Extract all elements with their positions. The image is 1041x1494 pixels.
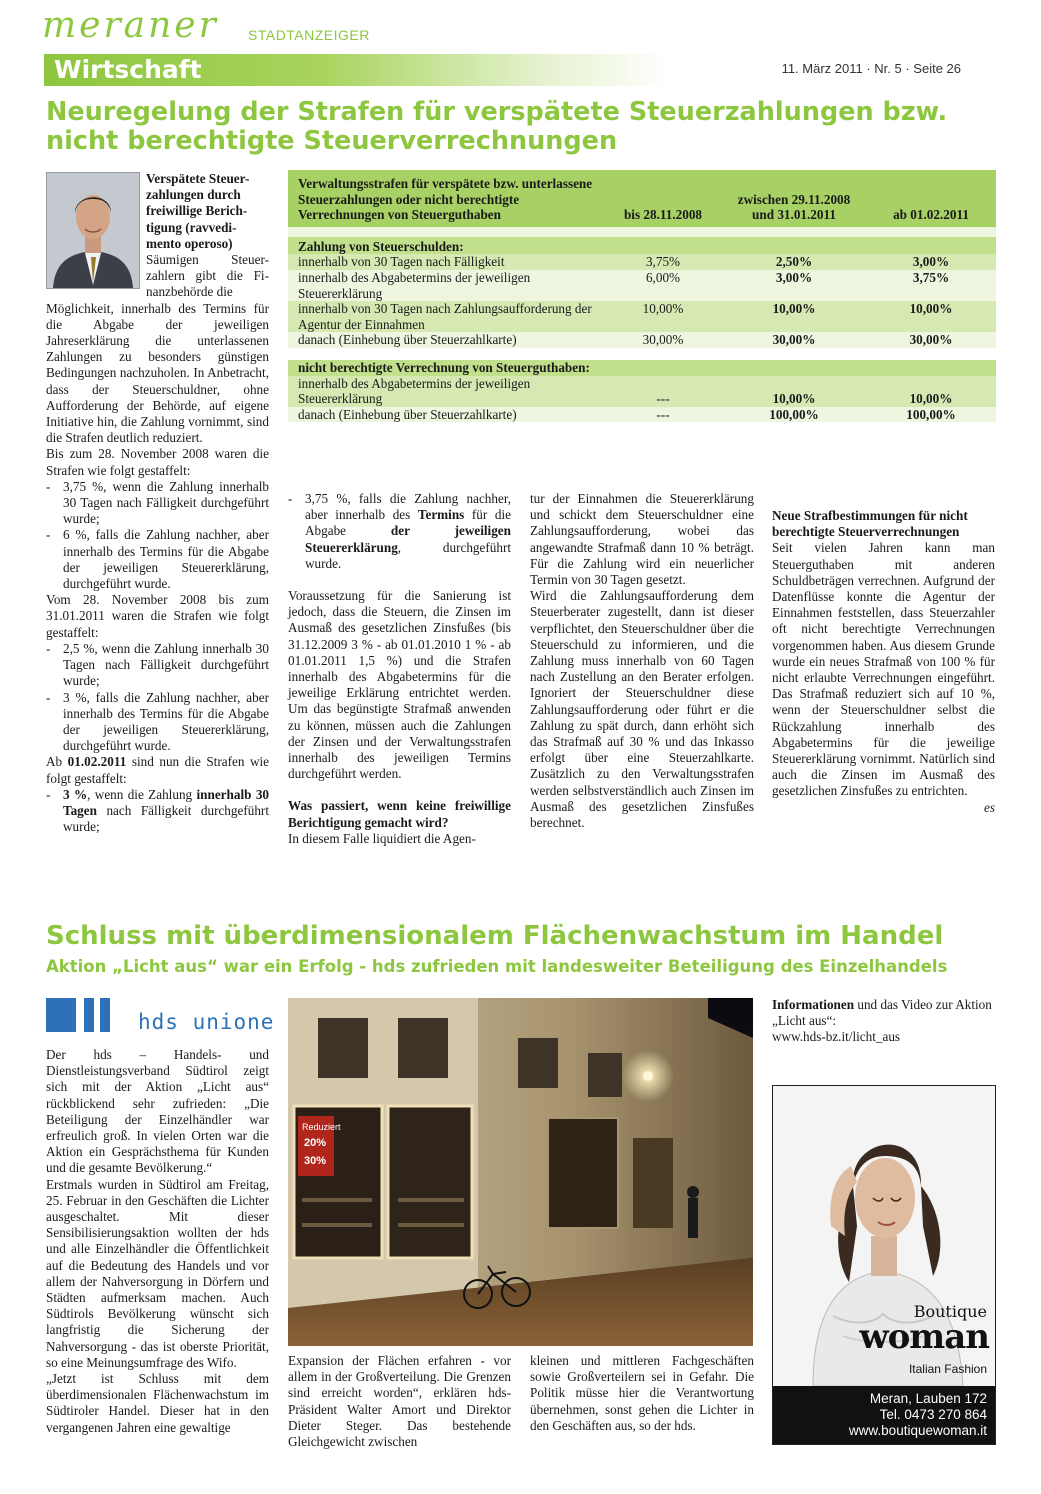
text-run: innerhalb 30 Tagen — [63, 786, 270, 818]
paragraph: tur der Einnahmen die Steuererklärung und schickt dem Steuerschuldner eine Zahlungsaufforderung, wobei das angewandte Strafmaß dann 10 % beträgt. Für die Zahlung wird ein neuerlicher Termin von 30 Tagen gesetzt. — [530, 491, 754, 588]
text-run: nach Fälligkeit durchgeführt wurde; — [63, 802, 269, 835]
paragraph: Wird die Zahlungsaufforderung dem Steuerberater zugestellt, dann ist dieser verpflichtet, den Steuerschuldner über die Steuerschuld zu informieren, und die Zahlung muss innerhalb von 60 Tagen nach Zustellung an den Berater erfolgen. Ignoriert der Steuerschuldner diese Zahlungsaufforderung oder führt er die Zahlung zu spät durch, dann erhöht sich das Strafmaß auf 30 % und das Inkasso erfolgt über eine Steuerzahlkarte. Zusätzlich zu den Verwaltungsstrafen werden selbstverständlich auch Zinsen im Ausmaß des gesetzlichen Zinsfußes berechnet. — [530, 588, 754, 831]
table-header-row — [288, 170, 996, 227]
ad-contact-box — [773, 1386, 995, 1444]
author-initials: es — [984, 799, 995, 815]
table-row — [288, 407, 996, 423]
info-link[interactable]: www.hds-bz.it/licht_aus — [772, 1029, 901, 1045]
photo-sign-text: 30% — [304, 1155, 327, 1167]
table-section-label: nicht berechtigte Verrechnung von Steuerguthaben: — [288, 360, 996, 376]
article-1-column-1 — [46, 171, 269, 835]
section-bar — [44, 54, 670, 86]
hds-logo-mark — [84, 998, 94, 1032]
text-run: 3 % — [63, 786, 88, 802]
boutique-advertisement[interactable] — [772, 1085, 996, 1445]
table-cell: 10,00% — [722, 376, 866, 407]
article-2-column-4 — [772, 997, 995, 1046]
table-cell: 6,00% — [604, 270, 722, 301]
article-1-headline: Neuregelung der Strafen für verspätete Steuerzahlungen bzw. nicht berechtigte Steuerverrechnungen — [46, 97, 948, 156]
text-run: 3,75 %, falls die Zahlung nachher, aber innerhalb des — [305, 491, 511, 523]
table-cell: 2,50% — [722, 254, 866, 270]
list-item — [288, 491, 511, 572]
article-2-headline: Schluss mit überdimensionalem Flächenwachstum im Handel — [46, 921, 944, 951]
text-run: , wenn die Zahlung — [87, 786, 197, 802]
penalty-list-3 — [46, 787, 269, 836]
ad-phone: Tel. 0473 270 864 — [879, 1407, 987, 1422]
paragraph: Erstmals wurden in Südtirol am Freitag, 25. Februar in den Geschäften die Lichter ausgeschaltet. Mit dieser Sensibilisierungsaktion wollten der hds und alle Einzelhändler die Öffentlichkeit auf die Bedeutung des Handels und vor allem der Nahversorgung in Dörfern und Städten aufmerksam machen. Auch Südtirols Bevölkerung wünscht sich langfristig die Sicherung der Nahversorgung - das ist oberste Priorität, so eine Meinungsumfrage des Wifo. — [46, 1176, 269, 1370]
table-row — [288, 270, 996, 301]
table-cell: 10,00% — [866, 301, 996, 332]
table-header-cell: zwischen 29.11.2008 und 31.01.2011 — [722, 170, 866, 227]
article-2-column-3: kleinen und mittleren Fachgeschäften sowie Großverteilern sei in Gefahr. Die Politik müsse hier die Verantwortung übernehmen, sonst gehen die Lichter in den Geschäften aus, so der hds. — [530, 1353, 754, 1433]
table-cell: 30,00% — [604, 332, 722, 348]
paragraph: Vom 28. November 2008 bis zum 31.01.2011 waren die Strafen wie folgt gestaffelt: — [46, 592, 269, 640]
street-night-photo — [288, 998, 753, 1346]
table-section-label: Zahlung von Steuerschulden: — [288, 237, 996, 255]
table-cell: 100,00% — [866, 407, 996, 423]
table-cell: 3,00% — [722, 270, 866, 301]
article-1-column-4 — [772, 508, 995, 816]
table-cell: innerhalb des Abgabetermins der jeweiligen Steuererklärung — [288, 376, 604, 407]
text-run: sind nun die Strafen wie folgt gestaffelt: — [46, 754, 270, 786]
dateline: 11. März 2011 · Nr. 5 · Seite 26 — [781, 61, 961, 76]
table-cell: 30,00% — [722, 332, 866, 348]
table-cell: danach (Einhebung über Steuerzahlkarte) — [288, 407, 604, 423]
photo-sign-text: Reduziert — [302, 1122, 341, 1132]
table-cell: 10,00% — [866, 376, 996, 407]
table-cell: --- — [604, 376, 722, 407]
table-cell: 100,00% — [722, 407, 866, 423]
brand-subtitle: STADTANZEIGER — [248, 27, 370, 43]
table-section-row — [288, 360, 996, 376]
ad-brand-line2: woman — [859, 1317, 989, 1357]
table-row — [288, 376, 996, 407]
table-row — [288, 301, 996, 332]
ad-website[interactable]: www.boutiquewoman.it — [848, 1423, 987, 1438]
subheading: Was passiert, wenn keine freiwillige Berichtigung gemacht wird? — [288, 798, 511, 830]
paragraph: Möglichkeit, innerhalb des Termins für die Abgabe der jeweiligen Jahreserklärung die unterlassenen Zahlungen zu besonders günstigen Bedingungen nachzuholen. In Anbetracht, dass der Steuerschuldner, ohne Aufforderung der Behörde, auf eigene Initiative hin, die Zahlung vornimmt, sind die Strafen deutlich reduziert. — [46, 300, 269, 446]
paragraph — [46, 754, 269, 786]
table-cell: innerhalb von 30 Tagen nach Zahlungsaufforderung der Agentur der Einnahmen — [288, 301, 604, 332]
penalty-list-3-cont — [288, 491, 511, 572]
penalty-list-1 — [46, 479, 269, 592]
text-run: der jeweiligen Steuererklärung — [305, 523, 511, 555]
hds-logo-mark — [100, 998, 110, 1032]
table-header-cell: ab 01.02.2011 — [866, 170, 996, 227]
table-row — [288, 254, 996, 270]
paragraph: In diesem Falle liquidiert die Agen- — [288, 830, 476, 846]
table-cell: 3,00% — [866, 254, 996, 270]
info-text: und das Video zur Aktion „Licht aus“: — [772, 997, 992, 1029]
list-item: - 2,5 %, wenn die Zahlung innerhalb 30 Tagen nach Fälligkeit durchgeführt wurde; — [46, 641, 269, 690]
lead-bold: Verspätete Steuer-zahlungen durch freiwillige Berich-tigung (ravvedi-mento operoso) — [146, 171, 250, 251]
list-item — [46, 787, 269, 836]
ad-brand-line1: Boutique — [913, 1302, 987, 1321]
article-2-column-2: Expansion der Flächen erfahren - vor allem in der Großverteilung. Die Grenzen sind erreicht worden“, erklären hds-Präsident Walter Amort und Direktor Dieter Steger. Das bestehende Gleichgewicht zwischen — [288, 1353, 511, 1450]
photo-sign-text: 20% — [304, 1137, 327, 1149]
table-cell: 3,75% — [604, 254, 722, 270]
table-cell: danach (Einhebung über Steuerzahlkarte) — [288, 332, 604, 348]
lead-text: Säumigen Steuer-zahlern gibt die Fi-nanzbehörde die — [146, 252, 269, 300]
article-1-column-3 — [530, 491, 754, 831]
table-cell: innerhalb von 30 Tagen nach Fälligkeit — [288, 254, 604, 270]
text-run: für die Abgabe — [305, 507, 511, 539]
section-title: Wirtschaft — [54, 55, 202, 84]
paragraph: Voraussetzung für die Sanierung ist jedoch, dass die Steuern, die Zinsen im Ausmaß des gesetzlichen Zinsfußes (bis 31.12.2009 3 % - ab 01.01.2010 1 % - ab 01.01.2011 1,5 %) und die Strafen innerhalb des Abgabetermins für die jeweilige Erklärung entrichtet werden. Um das begünstigte Strafmaß anwenden zu können, müssen auch die Zahlungen der Zinsen und der Verwaltungsstrafen innerhalb des jeweiligen Termins durchgeführt werden. — [288, 588, 511, 782]
table-cell: 3,75% — [866, 270, 996, 301]
table-cell: innerhalb des Abgabetermins der jeweiligen Steuererklärung — [288, 270, 604, 301]
spacer-cell — [288, 227, 996, 237]
table-cell: 30,00% — [866, 332, 996, 348]
paragraph: Der hds – Handels- und Dienstleistungsverband Südtirol zeigt sich mit der Aktion „Licht aus“ rückblickend sehr zufrieden: „Die Beteiligung der Einzelhändler war erfreulich groß. In vielen Orten war die Aktion ein Gesprächsthema für Kunden und die gesamte Bevölkerung.“ — [46, 1047, 269, 1176]
table-header-cell: bis 28.11.2008 — [604, 170, 722, 227]
text-run: , durchgeführt wurde. — [305, 539, 511, 571]
article-2-subhead: Aktion „Licht aus“ war ein Erfolg - hds zufrieden mit landesweiter Beteiligung des Einzelhandels — [46, 957, 948, 976]
hds-logo-text: hds unione — [138, 1010, 275, 1034]
info-label: Informationen — [772, 997, 855, 1012]
paragraph: „Jetzt ist Schluss mit dem überdimensionalen Flächenwachstum im Südtiroler Handel. Dieser hat in den vergangenen Jahren eine gewaltige — [46, 1371, 269, 1435]
text-run: Ab — [46, 754, 68, 770]
brand-logo: meraner — [42, 5, 219, 46]
penalty-table — [288, 170, 996, 422]
table-row — [288, 332, 996, 348]
subheading: Neue Strafbestimmungen für nicht berechtigte Steuerverrechnungen — [772, 508, 968, 540]
ad-address: Meran, Lauben 172 — [869, 1391, 987, 1406]
list-item: - 3 %, falls die Zahlung nachher, aber innerhalb des Termins für die Abgabe der jeweiligen Steuererklärung, durchgeführt wurde. — [46, 690, 269, 755]
paragraph: Seit vielen Jahren kann man Steuerguthaben mit anderen Schuldbeträgen verrechnen. Aufgrund der Datenflüsse konnte die Agentur der Einnahmen feststellen, dass Steuerzahler oft nicht berechtigte Verrechnungen vorgenommen haben. Aus diesem Grunde wurde ein neues Strafmaß von 100 % für nicht erlaubte Verrechnungen eingeführt. Das Strafmaß reduziert sich auf 10 %, wenn der Steuerschuldner selbst die Rückzahlung innerhalb des Abgabetermins für die jeweilige Steuererklärung vornimmt. Natürlich sind auch die Zinsen im Ausmaß des gesetzlichen Zinsfußes zu entrichten. — [772, 540, 995, 799]
list-item: - 3,75 %, wenn die Zahlung innerhalb 30 Tagen nach Fälligkeit durchgeführt wurde; — [46, 479, 269, 528]
table-spacer — [288, 227, 996, 237]
lead-paragraph — [146, 171, 269, 301]
paragraph: Bis zum 28. November 2008 waren die Strafen wie folgt gestaffelt: — [46, 446, 269, 478]
bold-date: 01.02.2011 — [67, 754, 127, 770]
table-cell: 10,00% — [722, 301, 866, 332]
table-spacer — [288, 348, 996, 360]
table-section-row — [288, 237, 996, 255]
article-2-column-1 — [46, 1047, 269, 1436]
article-1-column-2 — [288, 491, 511, 847]
table-cell: 10,00% — [604, 301, 722, 332]
hds-logo-mark — [46, 998, 76, 1032]
penalty-list-2 — [46, 641, 269, 754]
table-header-cell: Verwaltungsstrafen für verspätete bzw. unterlassene Steuerzahlungen oder nicht berechtigte Verrechnungen von Steuerguthaben — [288, 170, 604, 227]
list-item: - 6 %, falls die Zahlung nachher, aber innerhalb des Termins für die Abgabe der jeweiligen Steuererklärung, durchgeführt wurde. — [46, 527, 269, 592]
text-run: Termins — [417, 507, 465, 523]
table-cell: --- — [604, 407, 722, 423]
ad-brand-line3: Italian Fashion — [908, 1362, 987, 1376]
spacer-cell — [288, 348, 996, 360]
